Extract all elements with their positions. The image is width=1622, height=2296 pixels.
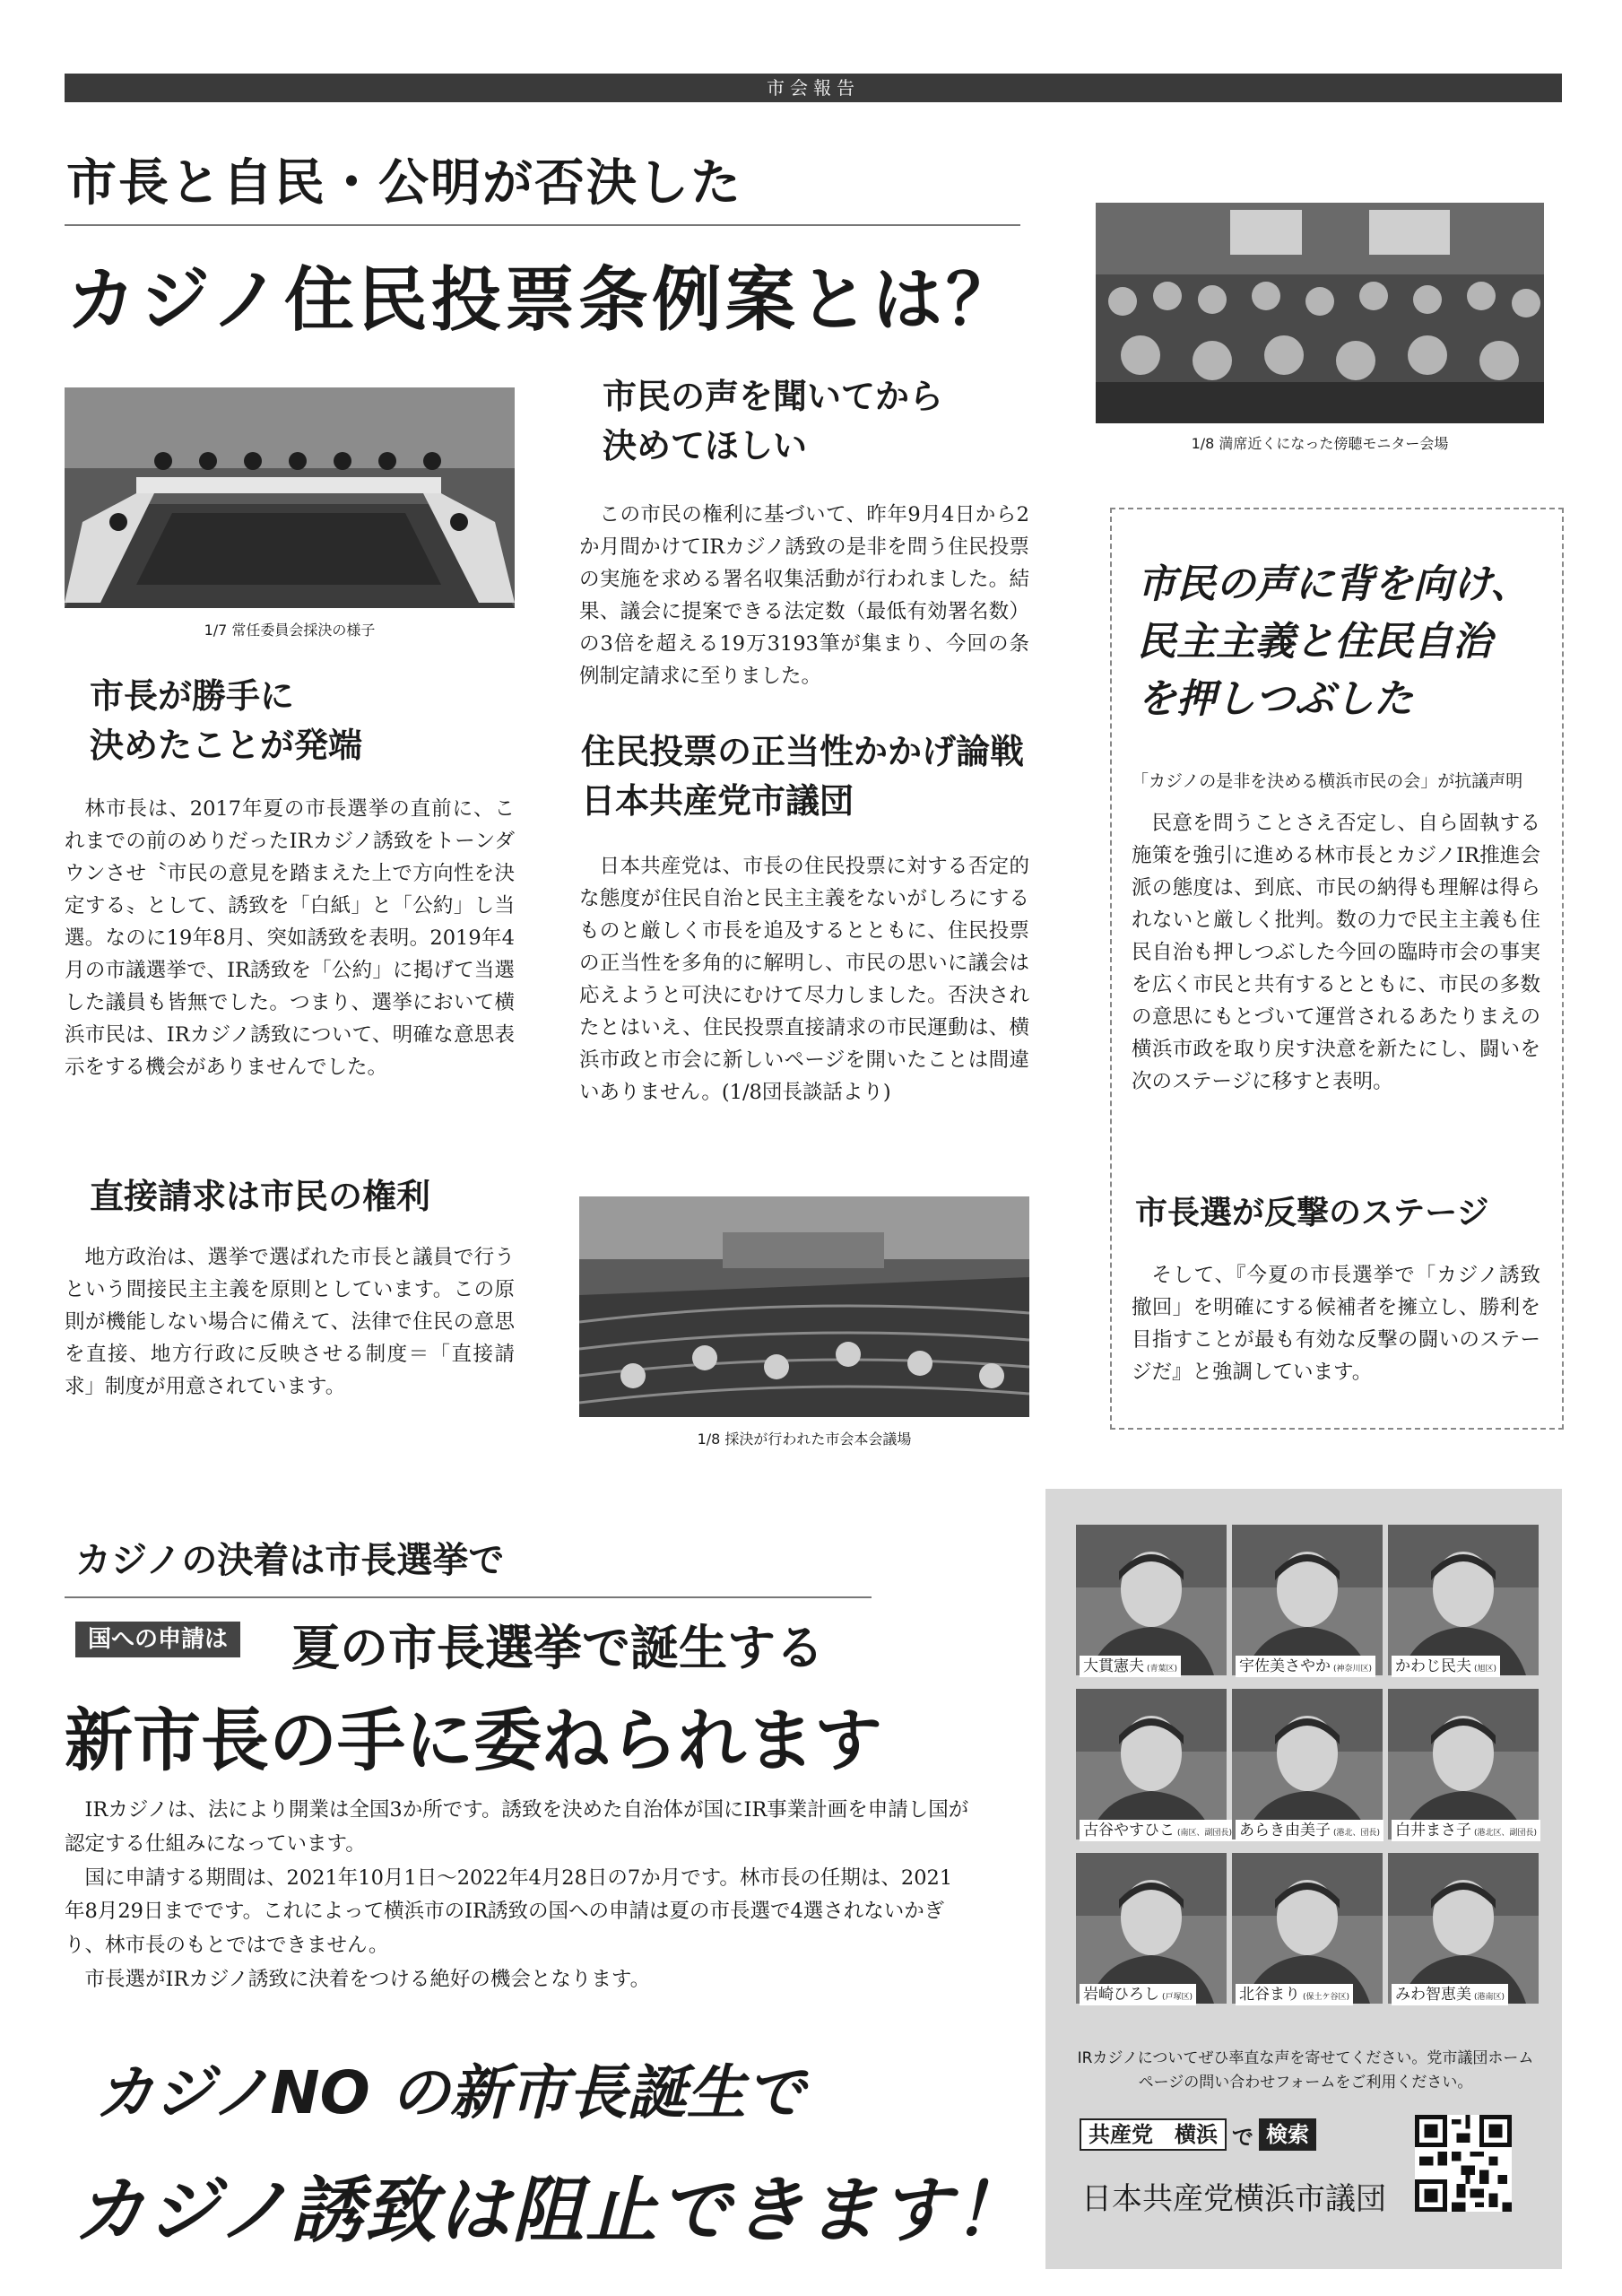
col1-section1-title-line2: 決めたことが発端 (90, 725, 363, 766)
member-district: (旭区) (1474, 1665, 1497, 1674)
member-name: 白井まさ子 (1395, 1822, 1471, 1839)
member-name: 大貫憲夫 (1083, 1657, 1144, 1675)
bottom-main-heading: 新市長の手に委ねられます (65, 1700, 882, 1780)
member-portrait (1232, 1525, 1383, 1675)
col1-section1-title-line1: 市長が勝手に (90, 675, 295, 716)
member-portrait (1076, 1525, 1227, 1675)
search-prompt (1080, 2118, 1316, 2152)
col3-section2-title: 市長選が反撃のステージ (1135, 1194, 1489, 1231)
member-portrait (1388, 1689, 1539, 1839)
member-name-label (1236, 1656, 1375, 1677)
member-name: 古谷やすひこ (1083, 1822, 1175, 1839)
col1-section1-title (90, 671, 362, 770)
bottom-body-p1: IRカジノは、法により開業は全国3か所です。誘致を決めた自治体が国にIR事業計画を申請し国が認定する仕組みになっています。 (65, 1798, 969, 1856)
search-keyword-box: 共産党 横浜 (1080, 2118, 1227, 2151)
statement-headline-line2: 民主主義と住民自治 (1137, 618, 1492, 665)
member-name-label (1236, 1820, 1383, 1841)
col1-section1-body: 林市長は、2017年夏の市長選挙の直前に、これまでの前のめりだったIRカジノ誘致をトーンダウンさせ〝市民の意見を踏まえた上で方向性を決定する〟として、誘致を「白紙」と「公約」し当選。なのに19年8月、突如誘致を表明。2019年4月の市議選挙で、IR誘致を「公約」に掲げて当選した議員も皆無でした。つまり、選挙において横浜市民は、IRカジノ誘致について、明確な意思表示をする機会がありませんでした。 (65, 797, 515, 1079)
monitor-room-photo (1096, 203, 1544, 423)
header-bar: 市会報告 (65, 74, 1562, 102)
member-name-label (1080, 1984, 1196, 2005)
col2-section2-title-line2: 日本共産党市議団 (581, 780, 854, 822)
statement-subtitle: 「カジノの是非を決める横浜市民の会」が抗議声明 (1132, 771, 1523, 791)
member-portrait (1076, 1853, 1227, 2004)
headline-sub: 市長と自民・公明が否決した (66, 154, 742, 213)
statement-headline-line1: 市民の声に背を向け、 (1137, 561, 1531, 607)
search-button: 検索 (1259, 2118, 1316, 2151)
qr-code-icon[interactable] (1415, 2115, 1512, 2212)
committee-photo (65, 387, 515, 608)
committee-photo-caption: 1/7 常任委員会採決の様子 (204, 622, 376, 639)
search-de: で (1232, 2124, 1253, 2150)
bottom-subheading: 夏の市長選挙で誕生する (291, 1620, 824, 1676)
col2-section1-title (603, 371, 943, 470)
member-name-label (1080, 1656, 1181, 1677)
member-name-label (1236, 1984, 1353, 2005)
headline-main: カジノ住民投票条例案とは？ (66, 259, 1019, 341)
member-name: 岩崎ひろし (1083, 1986, 1159, 2004)
member-name-label (1392, 1656, 1500, 1677)
panel-note: IRカジノについてぜひ率直な声を寄せてください。党市議団ホームページの問い合わせフォームをご利用ください。 (1077, 2049, 1534, 2092)
col2-section1-title-line2: 決めてほしい (603, 425, 808, 466)
member-district: (南区、副団長) (1177, 1829, 1233, 1838)
member-district: (青葉区) (1147, 1665, 1178, 1674)
plenary-hall-photo (579, 1196, 1029, 1417)
col1-section2-body: 地方政治は、選挙で選ばれた市長と議員で行うという間接民主主義を原則としています。この原則が機能しない場合に備えて、法律で住民の意思を直接、地方行政に反映させる制度＝「直接請求」制度が用意されています。 (65, 1246, 515, 1398)
col2-section2-title (581, 726, 1024, 825)
statement-headline (1137, 556, 1549, 727)
col2-section1-title-line1: 市民の声を聞いてから (603, 376, 944, 416)
organization-name: 日本共産党横浜市議団 (1081, 2181, 1386, 2217)
col3-section2-body: そして、『今夏の市長選挙で「カジノ誘致撤回」を明確にする候補者を擁立し、勝利を目指すことが最も有効な反撃の闘いのステージだ』と強調しています。 (1132, 1264, 1540, 1384)
statement-headline-line3: を押しつぶした (1137, 675, 1413, 722)
member-district: (港北区、副団長) (1474, 1829, 1538, 1838)
bottom-body (65, 1794, 970, 1997)
member-portrait (1232, 1853, 1383, 2004)
bottom-heading: カジノの決着は市長選挙で (75, 1540, 505, 1581)
member-district: (港北、団長) (1333, 1829, 1381, 1838)
member-name-label (1392, 1820, 1540, 1841)
member-portrait (1388, 1525, 1539, 1675)
member-name-label (1080, 1820, 1236, 1841)
col2-section1-body: この市民の権利に基づいて、昨年9月4日から2か月間かけてIRカジノ誘致の是非を問う住民投票の実施を求める署名収集活動が行われました。結果、議会に提案できる法定数（最低有効署名数）の3倍を超える19万3193筆が集まり、今回の条例制定請求に至りました。 (579, 503, 1029, 688)
bottom-body-p2: 国に申請する期間は、2021年10月1日～2022年4月28日の7か月です。林市長の任期は、2021年8月29日までです。これによって横浜市のIR誘致の国への申請は夏の市長選で4選されないかぎり、林市長のもとではできません。 (65, 1866, 953, 1958)
headline-rule (65, 224, 1020, 226)
application-badge: 国への申請は (75, 1622, 240, 1657)
member-portrait (1232, 1689, 1383, 1839)
member-district: (神奈川区) (1333, 1665, 1373, 1674)
member-name: あらき由美子 (1239, 1822, 1331, 1839)
bottom-body-p3: 市長選がIRカジノ誘致に決着をつける絶好の機会となります。 (84, 1967, 651, 1991)
plenary-hall-photo-caption: 1/8 採決が行われた市会本会議場 (697, 1431, 912, 1448)
col1-section2-title: 直接請求は市民の権利 (90, 1176, 431, 1216)
bottom-rule (65, 1596, 872, 1598)
monitor-room-photo-caption: 1/8 満席近くになった傍聴モニター会場 (1191, 435, 1449, 452)
col2-section2-body: 日本共産党は、市長の住民投票に対する否定的な態度が住民自治と民主主義をないがしろにするものと厳しく市長を追及するとともに、住民投票の正当性を多角的に解明し、市民の思いに議会は応えようと可決にむけて尽力しました。否決されたとはいえ、住民投票直接請求の市民運動は、横浜市政と市会に新しいページを開いたことは間違いありません。(1/8団長談話より) (579, 855, 1029, 1104)
member-portrait (1076, 1689, 1227, 1839)
member-district: (戸塚区) (1162, 1993, 1193, 2002)
member-name-label (1392, 1984, 1508, 2005)
slogan-line1: カジノNO の新市長誕生で (95, 2058, 805, 2127)
slogan-line2: カジノ誘致は阻止できます！ (74, 2169, 1027, 2252)
statement-body: 民意を問うことさえ否定し、自ら固執する施策を強引に進める林市長とカジノIR推進会派の態度は、到底、市民の納得も理解は得られないと厳しく批判。数の力で民主主義も住民自治も押しつぶした今回の臨時市会の事実を広く市民と共有するとともに、市民の多数の意思にもとづいて運営されるあたりまえの横浜市政を取り戻す決意を新たにし、闘いを次のステージに移すと表明。 (1132, 812, 1540, 1093)
member-name: 宇佐美さやか (1239, 1657, 1331, 1675)
member-district: (保土ケ谷区) (1303, 1993, 1350, 2002)
member-name: 北谷まり (1239, 1986, 1300, 2004)
col2-section2-title-line1: 住民投票の正当性かかげ論戦 (581, 731, 1025, 771)
member-portrait (1388, 1853, 1539, 2004)
member-name: みわ智恵美 (1395, 1986, 1471, 2004)
member-district: (港南区) (1474, 1993, 1505, 2002)
member-name: かわじ民夫 (1395, 1657, 1471, 1675)
